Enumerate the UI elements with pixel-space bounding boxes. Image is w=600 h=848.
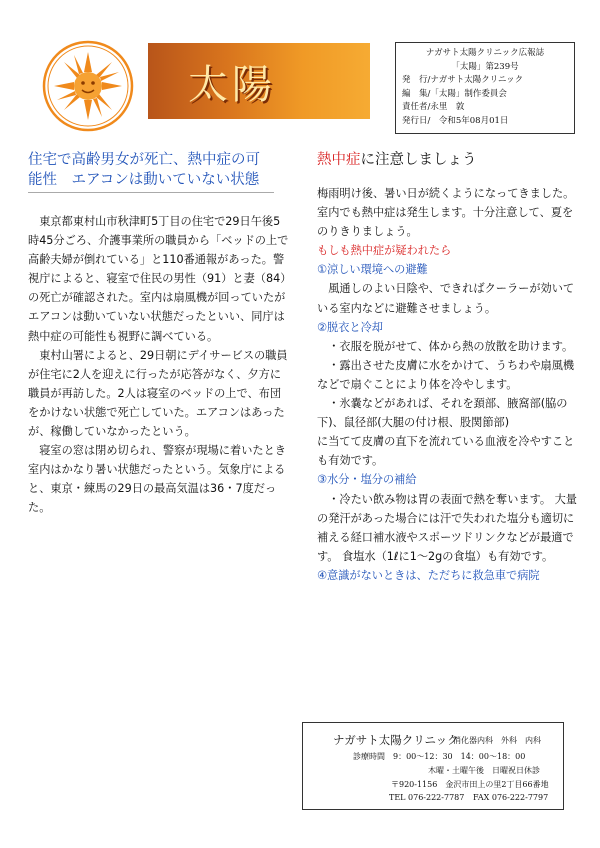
clinic-departments: 消化器内科 外科 内科 — [453, 736, 541, 745]
clinic-footer-box — [302, 722, 564, 810]
editor-line: 編 集/「太陽」制作委員会 — [402, 88, 507, 99]
issue-date: 発行日/ 令和5年08月01日 — [402, 115, 509, 126]
masthead-title: 太陽 — [188, 62, 276, 108]
publisher-line: 発 行/ナガサト太陽クリニック — [402, 75, 524, 85]
left-article — [28, 150, 290, 518]
left-article-headline — [28, 150, 290, 190]
clinic-hours: 診療時間 9：00～12：30 14：00～18：00 — [353, 752, 526, 761]
headline-rest: に注意しましょう — [360, 152, 477, 168]
headline-line-1: 住宅で高齢男女が死亡、熱中症の可 — [28, 152, 260, 168]
sun-face-icon — [40, 38, 136, 134]
article-paragraph: 東京都東村山市秋津町5丁目の住宅で29日午後5時45分ごろ、介護事業所の職員から「ベッドの上で高齢夫婦が倒れている」と110番通報があった。警視庁によると、寝室で住民の男性（91）と妻（84）の死亡が確認された。室内は扇風機が回っていたがエアコンは動いていない状態だったといい、同庁は熱中症の可能性も視野に調べている。 — [28, 215, 289, 343]
clinic-closed-days: 木曜・土曜午後 日曜祝日休診 — [428, 766, 540, 775]
article-paragraph: 東村山署によると、29日朝にデイサービスの職員が住宅に2人を迎えに行ったが応答がなく、夕方に職員が再訪した。2人は寝室のベッドの上で、布団をかけない状態で死亡していた。エアコンはあったが、稼働していなかったという。 — [28, 348, 288, 439]
clinic-tel: TEL 076-222-7787 — [389, 793, 465, 802]
section-2-bullet: ・露出させた皮膚に水をかけて、うちわや扇風機などで扇ぐことにより体を冷やします。 — [317, 358, 575, 391]
clinic-name: ナガサト太陽クリニック — [333, 733, 459, 747]
right-article — [317, 150, 579, 585]
section-2-title: ②脱衣と冷却 — [317, 320, 383, 334]
headline-rule — [28, 192, 274, 193]
section-1-text: 風通しのよい日陰や、できればクーラーが効いている室内などに避難させましょう。 — [317, 282, 575, 315]
section-2-bullet: ・氷嚢などがあれば、それを頚部、腋窩部(脇の下)、鼠径部(大腿の付け根、股関節部) — [317, 397, 568, 430]
section-1-title: ①涼しい環境への避難 — [317, 263, 428, 277]
section-3-title: ③水分・塩分の補給 — [317, 473, 417, 487]
headline-highlight: 熱中症 — [317, 152, 361, 168]
masthead-banner — [148, 43, 370, 119]
section-3-text: ・冷たい飲み物は胃の表面で熱を奪います。 大量の発汗があった場合には汗で失われた塩分も適切に補える経口補水液やスポーツドリンクなどが最適です。 食塩水（1ℓに1～2gの食塩）も有効です。 — [317, 492, 577, 563]
section-2-continued: に当てて皮膚の直下を流れている血液を冷やすことも有効です。 — [317, 435, 575, 468]
article-paragraph: 寝室の窓は閉め切られ、警察が現場に着いたとき室内はかなり暑い状態だったという。気象庁によると、東京・練馬の29日の最高気温は36・7度だった。 — [28, 444, 286, 515]
clinic-fax: FAX 076-222-7797 — [473, 793, 549, 802]
publication-info-box — [395, 42, 575, 134]
warning-heading: もしも熱中症が疑われたら — [317, 244, 452, 258]
section-2-bullet: ・衣服を脱がせて、体から熱の放散を助けます。 — [328, 339, 574, 353]
clinic-address: 〒920-1156 金沢市田上の里2丁目66番地 — [391, 780, 549, 789]
issue-number: 「太陽」第239号 — [451, 61, 519, 72]
publication-name: ナガサト太陽クリニック広報誌 — [425, 48, 545, 58]
responsible-line: 責任者/永里 敦 — [402, 102, 465, 112]
intro-paragraph: 梅雨明け後、暑い日が続くようになってきました。室内でも熱中症は発生します。十分注意して、夏をのりきりましょう。 — [317, 187, 575, 239]
right-article-headline — [317, 150, 579, 170]
headline-line-2: 能性 エアコンは動いていない状態 — [28, 172, 260, 188]
section-4-text: ④意識がないときは、ただちに救急車で病院 — [317, 568, 540, 582]
